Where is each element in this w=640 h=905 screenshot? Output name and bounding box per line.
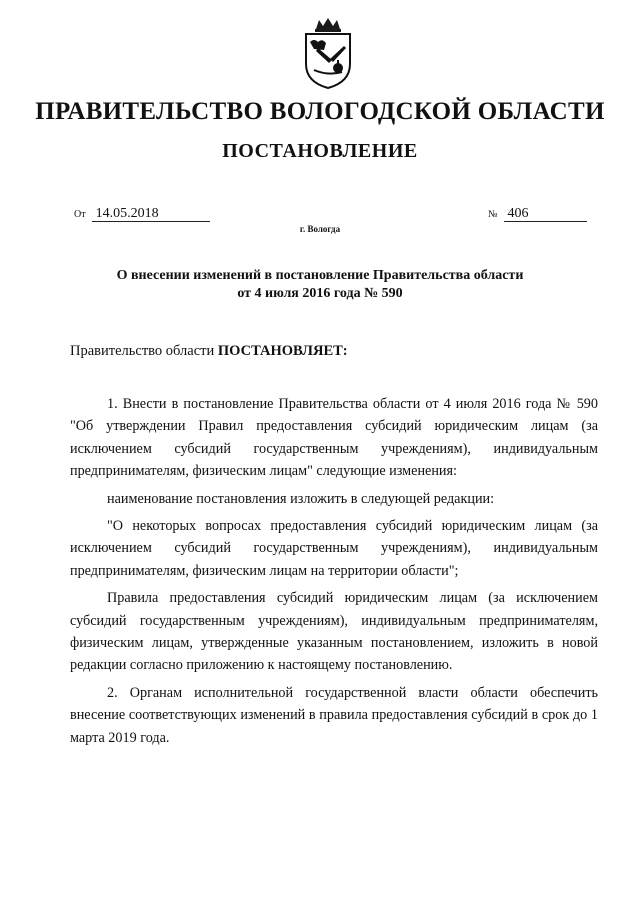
- document-number: [488, 205, 587, 222]
- document-subject: [60, 267, 580, 303]
- vologda-coat-of-arms-icon: [302, 16, 354, 90]
- number-label: №: [488, 209, 498, 220]
- city-label: г. Вологда: [299, 224, 341, 234]
- number-value: 406: [504, 206, 587, 222]
- subject-line-1: О внесении изменений в постановление Правительства области: [116, 268, 524, 283]
- paragraph-1: 1. Внести в постановление Правительства области от 4 июля 2016 года № 590 "Об утверждении Правил предоставления субсидий юридическим лицам (за исключением субсидий государственным учреждениям), индивидуальным предпринимателям, физическим лицам" следующие изменения:: [70, 396, 598, 480]
- paragraph-5: 2. Органам исполнительной государственной власти области обеспечить внесение соответствующих изменений в правила предоставления субсидий в срок до 1 марта 2019 года.: [70, 684, 598, 746]
- date-label: От: [74, 209, 86, 220]
- preamble: [70, 343, 348, 360]
- date-value: 14.05.2018: [92, 206, 210, 222]
- paragraph-3: "О некоторых вопросах предоставления субсидий юридическим лицам (за исключением субсидий государственным учреждениям), индивидуальным предпринимателям, физическим лицам на территории области";: [70, 518, 598, 579]
- document-date: [74, 205, 210, 222]
- preamble-decree-word: ПОСТАНОВЛЯЕТ:: [217, 343, 348, 359]
- preamble-text: Правительство области: [70, 343, 218, 359]
- paragraph-2: наименование постановления изложить в следующей редакции:: [107, 490, 495, 507]
- document-type-heading: ПОСТАНОВЛЕНИЕ: [222, 140, 418, 162]
- organization-title: ПРАВИТЕЛЬСТВО ВОЛОГОДСКОЙ ОБЛАСТИ: [35, 98, 605, 125]
- subject-line-2: от 4 июля 2016 года № 590: [237, 286, 403, 301]
- paragraph-4: Правила предоставления субсидий юридическим лицам (за исключением субсидий государственным учреждениям), индивидуальным предпринимателям, физическим лицам, утвержденные указанным постановлением, изложить в новой редакции согласно приложению к настоящему постановлению.: [70, 590, 598, 674]
- document-body: [70, 393, 598, 754]
